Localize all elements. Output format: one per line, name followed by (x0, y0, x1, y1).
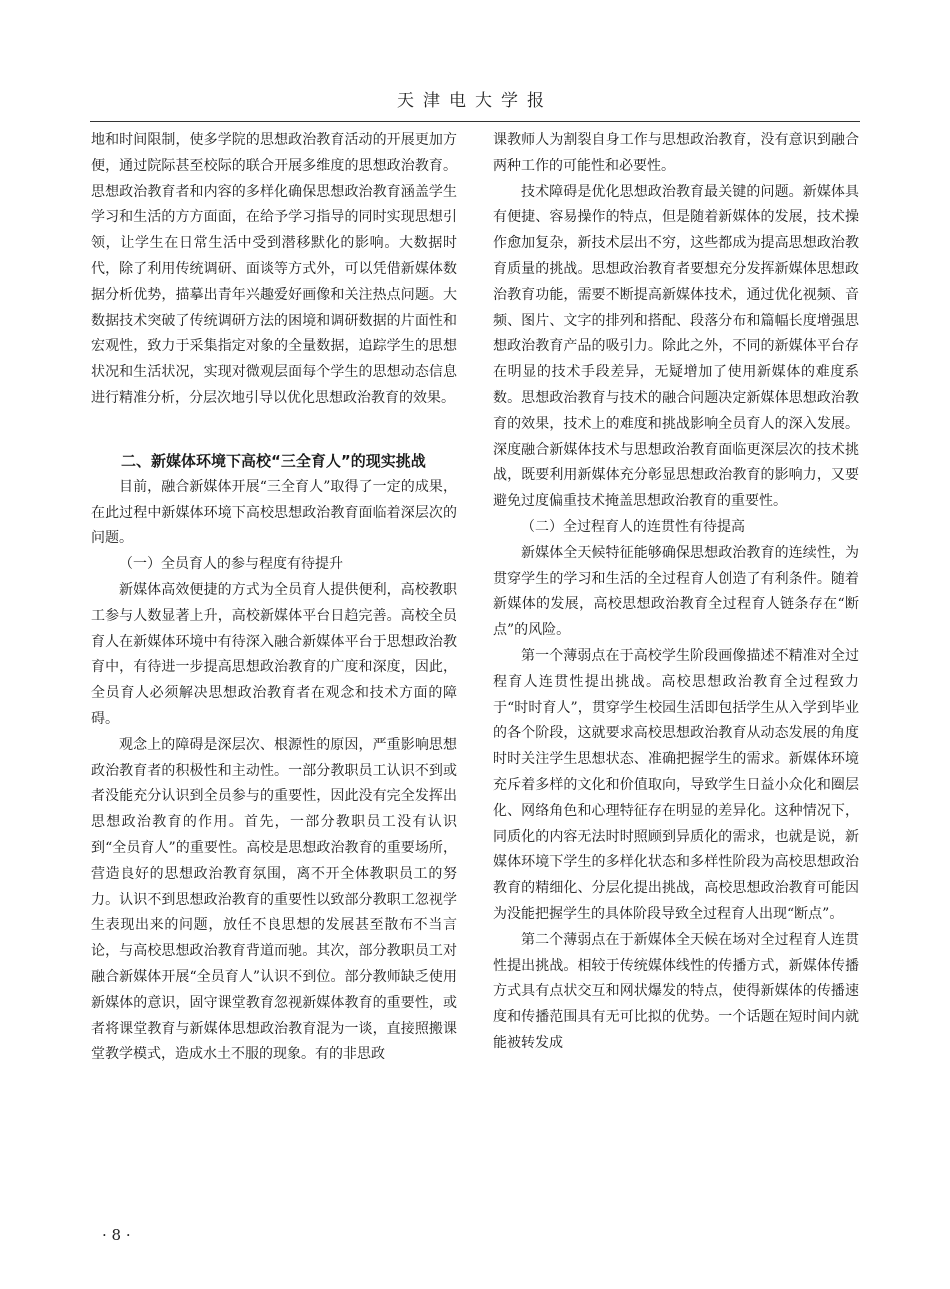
paragraph: 技术障碍是优化思想政治教育最关键的问题。新媒体具有便捷、容易操作的特点，但是随着新媒体的发展，技术操作愈加复杂，新技术层出不穷，这些都成为提高思想政治教育质量的挑战。思想政治教育者要想充分发挥新媒体思想政治教育功能，需要不断提高新媒体技术，通过优化视频、音频、图片、文字的排列和搭配、段落分布和篇幅长度增强思想政治教育产品的吸引力。除此之外，不同的新媒体平台存在明显的技术手段差异，无疑增加了使用新媒体的难度系数。思想政治教育与技术的融合问题决定新媒体思想政治教育的效果，技术上的难度和挑战影响全员育人的深入发展。深度融合新媒体技术与思想政治教育面临更深层次的技术挑战，既要利用新媒体充分彰显思想政治教育的影响力，又要避免过度偏重技术掩盖思想政治教育的重要性。 (493, 183, 859, 510)
paragraph: 第二个薄弱点在于新媒体全天候在场对全过程育人连贯性提出挑战。相较于传统媒体线性的传播方式，新媒体传播方式具有点状交互和网状爆发的特点，使得新媒体的传播速度和传播范围具有无可比拟的优势。一个话题在短时间内就能被转发成 (493, 931, 859, 1051)
left-column (91, 128, 457, 1068)
paragraph: 课教师人为割裂自身工作与思想政治教育，没有意识到融合两种工作的可能性和必要性。 (493, 132, 859, 174)
header-divider (90, 121, 860, 122)
paragraph: 目前，融合新媒体开展“三全育人”取得了一定的成果，在此过程中新媒体环境下高校思想政治教育面临着深层次的问题。 (91, 478, 457, 547)
subsection-heading: （一）全员育人的参与程度有待提升 (119, 556, 343, 573)
section-heading: 二、新媒体环境下高校“三全育人”的现实挑战 (121, 451, 426, 470)
paragraph: 第一个薄弱点在于高校学生阶段画像描述不精准对全过程育人连贯性提出挑战。高校思想政治教育全过程致力于“时时育人”，贯穿学生校园生活即包括学生从入学到毕业的各个阶段，这就要求高校思想政治教育从动态发展的角度时时关注学生思想状态、准确把握学生的需求。新媒体环境充斥着多样的文化和价值取向，导致学生日益小众化和圈层化、网络角色和心理特征存在明显的差异化。这种情况下，同质化的内容无法时时照顾到异质化的需求，也就是说，新媒体环境下学生的多样化状态和多样性阶段为高校思想政治教育的精细化、分层化提出挑战，高校思想政治教育可能因为没能把握学生的具体阶段导致全过程育人出现“断点”。 (493, 647, 859, 922)
running-head-journal-title: 天津电大学报 (397, 91, 553, 111)
subsection-heading: （二）全过程育人的连贯性有待提高 (521, 518, 745, 535)
paragraph: 地和时间限制，使多学院的思想政治教育活动的开展更加方便，通过院际甚至校际的联合开展多维度的思想政治教育。思想政治教育者和内容的多样化确保思想政治教育涵盖学生学习和生活的方方面面，在给予学习指导的同时实现思想引领，让学生在日常生活中受到潜移默化的影响。大数据时代，除了利用传统调研、面谈等方式外，可以凭借新媒体数据分析优势，描摹出青年兴趣爱好画像和关注热点问题。大数据技术突破了传统调研方法的困境和调研数据的片面性和宏观性，致力于采集指定对象的全量数据，追踪学生的思想状况和生活状况，实现对微观层面每个学生的思想动态信息进行精准分析，分层次地引导以优化思想政治教育的效果。 (91, 132, 457, 406)
page-number: · 8 · (102, 1226, 131, 1244)
paragraph: 新媒体全天候特征能够确保思想政治教育的连续性，为贯穿学生的学习和生活的全过程育人创造了有利条件。随着新媒体的发展，高校思想政治教育全过程育人链条存在“断点”的风险。 (493, 544, 859, 639)
right-column (493, 128, 859, 1057)
paragraph: 观念上的障碍是深层次、根源性的原因，严重影响思想政治教育者的积极性和主动性。一部分教职员工认识不到或者没能充分认识到全员参与的重要性，因此没有完全发挥出思想政治教育的作用。首先，一部分教职员工没有认识到“全员育人”的重要性。高校是思想政治教育的重要场所，营造良好的思想政治教育氛围，离不开全体教职员工的努力。认识不到思想政治教育的重要性以致部分教职工忽视学生表现出来的问题，放任不良思想的发展甚至散布不当言论，与高校思想政治教育背道而驰。其次，部分教职员工对融合新媒体开展“全员育人”认识不到位。部分教师缺乏使用新媒体的意识，固守课堂教育忽视新媒体教育的重要性，或者将课堂教育与新媒体思想政治教育混为一谈，直接照搬课堂教学模式，造成水土不服的现象。有的非思政 (91, 736, 457, 1063)
paragraph: 新媒体高效便捷的方式为全员育人提供便利，高校教职工参与人数显著上升，高校新媒体平台日趋完善。高校全员育人在新媒体环境中有待深入融合新媒体平台于思想政治教育中，有待进一步提高思想政治教育的广度和深度，因此，全员育人必须解决思想政治教育者在观念和技术方面的障碍。 (91, 581, 457, 727)
